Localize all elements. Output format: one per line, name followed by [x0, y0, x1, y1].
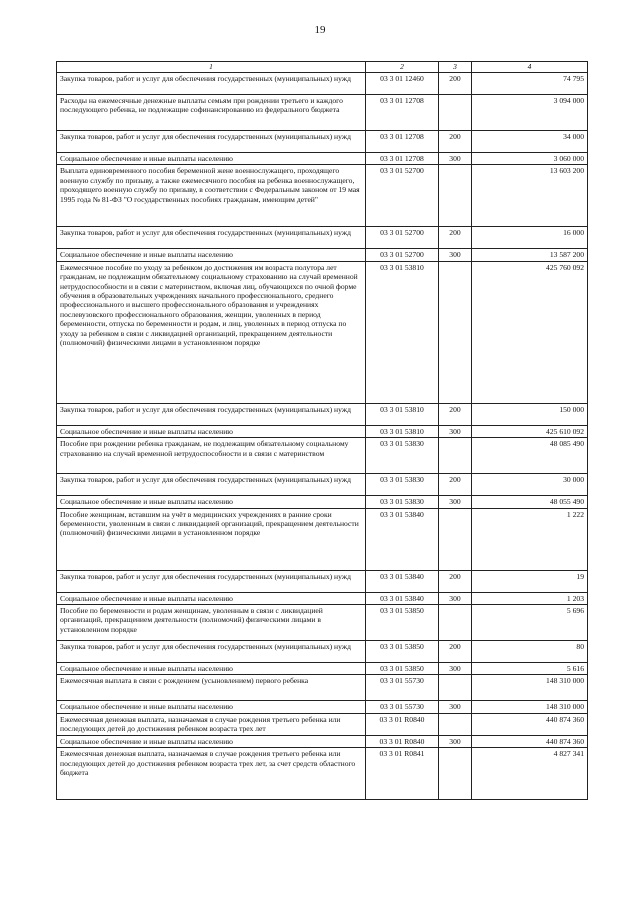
row-name-cell: Ежемесячное пособие по уходу за ребенком до достижения им возраста полутора лет гражданам, не подлежащим обязательному социальному страхованию на случай временной нетрудоспособности и в связи с материнством, включая лиц, обучающихся по очной форме обучения в образовательных учреждениях начального профессионального, среднего профессионального и высшего профессионального образования и учреждениях послевузовского профессионального образования, женщин, уволенных в период беременности, отпуска по беременности и родам, и лиц, уволенных в период отпуска по уходу за ребенком в связи с ликвидацией организаций, прекращением деятельности (полномочий) физическими лицами в установленном порядке: [57, 261, 366, 403]
row-expense-type-cell: [439, 95, 472, 131]
page-number: 19: [314, 24, 326, 36]
row-name-cell: Расходы на ежемесячные денежные выплаты семьям при рождении третьего и каждого последующего ребенка, не подлежащие софинансированию из федерального бюджета: [57, 95, 366, 131]
row-name-cell: Социальное обеспечение и иные выплаты населению: [57, 153, 366, 165]
table-row: [57, 641, 588, 663]
row-name-cell: Закупка товаров, работ и услуг для обеспечения государственных (муниципальных) нужд: [57, 73, 366, 95]
row-name-cell: Социальное обеспечение и иные выплаты населению: [57, 701, 366, 713]
row-code-cell: 03 3 01 R0840: [366, 735, 439, 747]
row-name-cell: Закупка товаров, работ и услуг для обеспечения государственных (муниципальных) нужд: [57, 474, 366, 496]
row-expense-type-cell: 300: [439, 592, 472, 604]
table-row: [57, 227, 588, 249]
row-expense-type-cell: 300: [439, 663, 472, 675]
row-expense-type-cell: [439, 261, 472, 403]
row-sum-cell: 440 874 360: [472, 713, 588, 735]
row-code-cell: 03 3 01 52700: [366, 249, 439, 261]
row-sum-cell: 34 000: [472, 131, 588, 153]
table-row: [57, 95, 588, 131]
row-sum-cell: 150 000: [472, 403, 588, 425]
row-name-cell: Закупка товаров, работ и услуг для обеспечения государственных (муниципальных) нужд: [57, 403, 366, 425]
row-code-cell: 03 3 01 12708: [366, 95, 439, 131]
row-name-cell: Закупка товаров, работ и услуг для обеспечения государственных (муниципальных) нужд: [57, 131, 366, 153]
row-code-cell: 03 3 01 12708: [366, 131, 439, 153]
row-code-cell: 03 3 01 53810: [366, 261, 439, 403]
row-sum-cell: 1 203: [472, 592, 588, 604]
row-name-cell: Пособие по беременности и родам женщинам, уволенным в связи с ликвидацией организаций, прекращением деятельности (полномочий) физическими лицами в установленном порядке: [57, 605, 366, 641]
row-sum-cell: 440 874 360: [472, 735, 588, 747]
table-row: [57, 261, 588, 403]
row-expense-type-cell: 300: [439, 425, 472, 437]
header-col-4: 4: [472, 62, 588, 73]
row-sum-cell: 13 603 200: [472, 165, 588, 227]
row-expense-type-cell: 200: [439, 73, 472, 95]
row-code-cell: 03 3 01 R0841: [366, 748, 439, 800]
row-expense-type-cell: 300: [439, 701, 472, 713]
row-code-cell: 03 3 01 55730: [366, 701, 439, 713]
row-code-cell: 03 3 01 52700: [366, 165, 439, 227]
header-col-1: 1: [57, 62, 366, 73]
row-sum-cell: 3 094 000: [472, 95, 588, 131]
row-sum-cell: 16 000: [472, 227, 588, 249]
table-row: [57, 425, 588, 437]
row-name-cell: Выплата единовременного пособия беременной жене военнослужащего, проходящего военную службу по призыву, а также ежемесячного пособия на ребенка военнослужащего, проходящего военную службу по призыву, в соответствии с Федеральным законом от 19 мая 1995 года № 81-ФЗ "О государственных пособиях гражданам, имеющим детей": [57, 165, 366, 227]
table-row: [57, 605, 588, 641]
table-row: [57, 675, 588, 701]
row-name-cell: Ежемесячная денежная выплата, назначаемая в случае рождения третьего ребенка или последующих детей до достижения ребенком возраста трех лет: [57, 713, 366, 735]
table-row: [57, 403, 588, 425]
row-sum-cell: 19: [472, 570, 588, 592]
row-expense-type-cell: [439, 748, 472, 800]
header-col-3: 3: [439, 62, 472, 73]
row-code-cell: 03 3 01 53840: [366, 592, 439, 604]
row-expense-type-cell: 300: [439, 735, 472, 747]
row-name-cell: Пособие женщинам, вставшим на учёт в медицинских учреждениях в ранние сроки беременности, уволенным в связи с ликвидацией организаций, прекращением деятельности (полномочий) физическими лицами в установленном порядке: [57, 508, 366, 570]
row-expense-type-cell: [439, 165, 472, 227]
row-sum-cell: 425 610 092: [472, 425, 588, 437]
row-sum-cell: 4 827 341: [472, 748, 588, 800]
row-name-cell: Ежемесячная выплата в связи с рождением (усыновлением) первого ребенка: [57, 675, 366, 701]
row-name-cell: Закупка товаров, работ и услуг для обеспечения государственных (муниципальных) нужд: [57, 641, 366, 663]
row-code-cell: 03 3 01 12460: [366, 73, 439, 95]
row-expense-type-cell: 200: [439, 227, 472, 249]
row-expense-type-cell: 200: [439, 641, 472, 663]
table-row: [57, 508, 588, 570]
row-expense-type-cell: [439, 675, 472, 701]
row-code-cell: 03 3 01 R0840: [366, 713, 439, 735]
table-row: [57, 153, 588, 165]
row-sum-cell: 30 000: [472, 474, 588, 496]
row-expense-type-cell: 200: [439, 403, 472, 425]
row-sum-cell: 148 310 000: [472, 675, 588, 701]
row-expense-type-cell: 200: [439, 131, 472, 153]
row-code-cell: 03 3 01 53850: [366, 663, 439, 675]
header-col-2: 2: [366, 62, 439, 73]
row-sum-cell: 48 055 490: [472, 496, 588, 508]
row-code-cell: 03 3 01 52700: [366, 227, 439, 249]
row-sum-cell: 148 310 000: [472, 701, 588, 713]
row-expense-type-cell: 300: [439, 496, 472, 508]
table-row: [57, 474, 588, 496]
row-expense-type-cell: 200: [439, 570, 472, 592]
row-name-cell: Закупка товаров, работ и услуг для обеспечения государственных (муниципальных) нужд: [57, 227, 366, 249]
row-code-cell: 03 3 01 53810: [366, 403, 439, 425]
table-row: [57, 249, 588, 261]
row-expense-type-cell: 300: [439, 249, 472, 261]
row-name-cell: Социальное обеспечение и иные выплаты населению: [57, 663, 366, 675]
row-name-cell: Закупка товаров, работ и услуг для обеспечения государственных (муниципальных) нужд: [57, 570, 366, 592]
table-row: [57, 701, 588, 713]
row-code-cell: 03 3 01 53810: [366, 425, 439, 437]
row-name-cell: Социальное обеспечение и иные выплаты населению: [57, 496, 366, 508]
table-row: [57, 73, 588, 95]
row-expense-type-cell: [439, 438, 472, 474]
row-name-cell: Пособие при рождении ребенка гражданам, не подлежащим обязательному социальному страхованию на случай временной нетрудоспособности и в связи с материнством: [57, 438, 366, 474]
row-code-cell: 03 3 01 53830: [366, 496, 439, 508]
row-sum-cell: 5 696: [472, 605, 588, 641]
row-expense-type-cell: 300: [439, 153, 472, 165]
row-name-cell: Социальное обеспечение и иные выплаты населению: [57, 425, 366, 437]
table-row: [57, 165, 588, 227]
table-row: [57, 592, 588, 604]
row-expense-type-cell: 200: [439, 474, 472, 496]
row-code-cell: 03 3 01 53850: [366, 641, 439, 663]
row-sum-cell: 74 795: [472, 73, 588, 95]
table-row: [57, 735, 588, 747]
row-code-cell: 03 3 01 12708: [366, 153, 439, 165]
row-code-cell: 03 3 01 53830: [366, 474, 439, 496]
row-expense-type-cell: [439, 713, 472, 735]
table-row: [57, 748, 588, 800]
table-header-row: [57, 62, 588, 73]
row-sum-cell: 13 587 200: [472, 249, 588, 261]
row-code-cell: 03 3 01 53830: [366, 438, 439, 474]
table-row: [57, 713, 588, 735]
row-name-cell: Социальное обеспечение и иные выплаты населению: [57, 592, 366, 604]
table-row: [57, 438, 588, 474]
row-sum-cell: 80: [472, 641, 588, 663]
budget-table: [56, 61, 588, 800]
row-expense-type-cell: [439, 508, 472, 570]
row-code-cell: 03 3 01 55730: [366, 675, 439, 701]
row-sum-cell: 3 060 000: [472, 153, 588, 165]
table-row: [57, 131, 588, 153]
row-sum-cell: 5 616: [472, 663, 588, 675]
row-name-cell: Социальное обеспечение и иные выплаты населению: [57, 249, 366, 261]
row-expense-type-cell: [439, 605, 472, 641]
row-sum-cell: 1 222: [472, 508, 588, 570]
table-row: [57, 496, 588, 508]
row-sum-cell: 48 085 490: [472, 438, 588, 474]
row-name-cell: Социальное обеспечение и иные выплаты населению: [57, 735, 366, 747]
row-code-cell: 03 3 01 53840: [366, 508, 439, 570]
row-code-cell: 03 3 01 53850: [366, 605, 439, 641]
row-sum-cell: 425 760 092: [472, 261, 588, 403]
table-row: [57, 663, 588, 675]
table-row: [57, 570, 588, 592]
row-name-cell: Ежемесячная денежная выплата, назначаемая в случае рождения третьего ребенка или последующих детей до достижения ребенком возраста трех лет, за счет средств областного бюджета: [57, 748, 366, 800]
row-code-cell: 03 3 01 53840: [366, 570, 439, 592]
